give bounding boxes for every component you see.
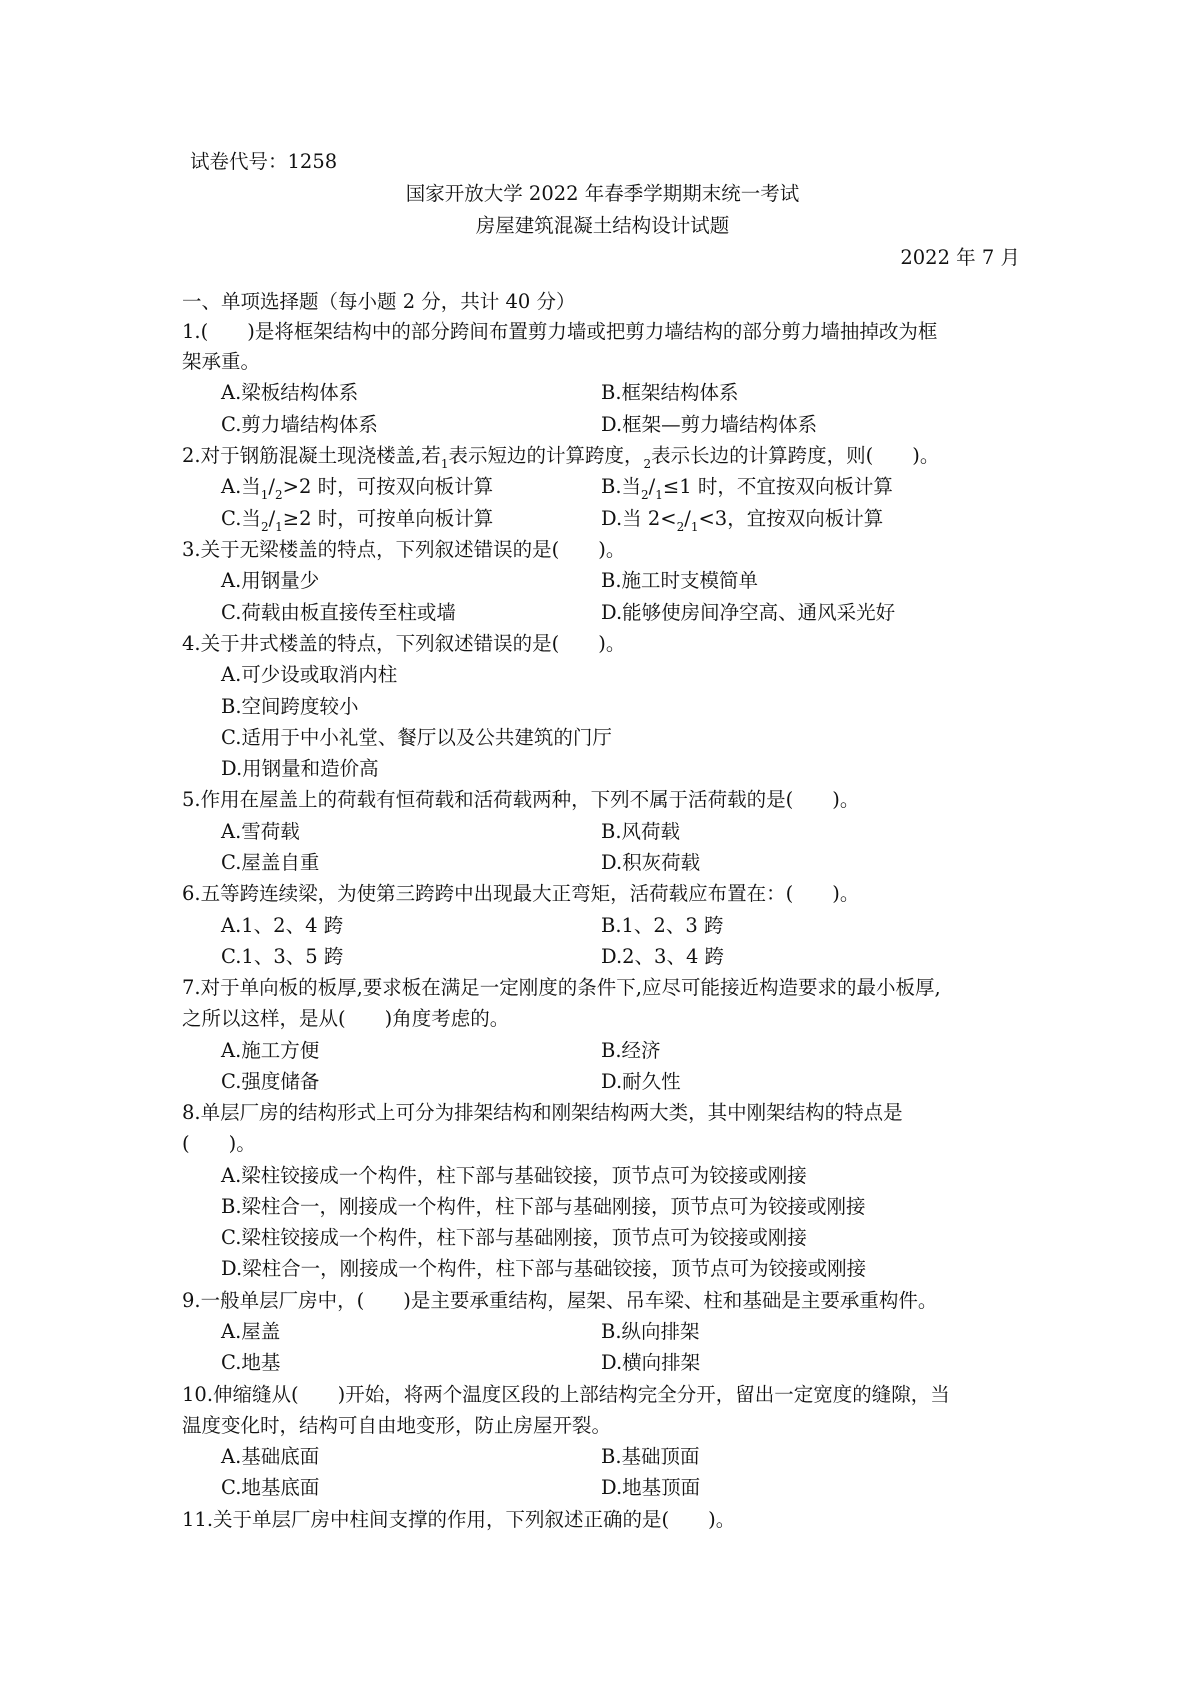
question-4-option-a: A.可少设或取消内柱 (221, 663, 398, 686)
question-5-option-d: D.积灰荷载 (601, 851, 701, 874)
question-9-option-c: C.地基 (221, 1351, 281, 1374)
question-6-option-a: A.1、2、4 跨 (221, 914, 344, 937)
question-3-option-b: B.施工时支模简单 (601, 569, 759, 592)
question-3-option-a: A.用钢量少 (221, 569, 320, 592)
question-7-line-1: 7.对于单向板的板厚,要求板在满足一定刚度的条件下,应尽可能接近构造要求的最小板厚, (182, 976, 941, 999)
question-4-option-b: B.空间跨度较小 (221, 695, 359, 718)
question-2-option-c: C.当$_2/_1\ge 2$ 时，可按单向板计算 (221, 507, 494, 534)
exam-date: 2022 年 7 月 (900, 246, 1020, 269)
paper-code: 试卷代号：1258 (190, 150, 338, 173)
question-2-option-a: A.当$_1/_2>2$ 时，可按双向板计算 (221, 475, 494, 502)
question-7-option-b: B.经济 (601, 1039, 661, 1062)
question-1-option-a: A.梁板结构体系 (221, 381, 359, 404)
question-4-option-c: C.适用于中小礼堂、餐厅以及公共建筑的门厅 (221, 726, 612, 749)
question-6-option-c: C.1、3、5 跨 (221, 945, 344, 968)
question-7-option-c: C.强度储备 (221, 1070, 320, 1093)
question-5-line-1: 5.作用在屋盖上的荷载有恒荷载和活荷载两种，下列不属于活荷载的是( )。 (182, 788, 860, 811)
question-1-option-b: B.框架结构体系 (601, 381, 739, 404)
question-10-option-c: C.地基底面 (221, 1476, 320, 1499)
question-10-line-2: 温度变化时，结构可自由地变形，防止房屋开裂。 (182, 1414, 612, 1437)
question-9-option-d: D.横向排架 (601, 1351, 701, 1374)
question-3-line-1: 3.关于无梁楼盖的特点，下列叙述错误的是( )。 (182, 538, 626, 561)
question-1-option-c: C.剪力墙结构体系 (221, 413, 378, 436)
question-8-option-a: A.梁柱铰接成一个构件，柱下部与基础铰接，顶节点可为铰接或刚接 (221, 1164, 807, 1187)
section-title: 一、单项选择题（每小题 2 分，共计 40 分） (182, 290, 576, 313)
question-5-option-c: C.屋盖自重 (221, 851, 320, 874)
question-8-line-2: ( )。 (182, 1132, 256, 1155)
question-8-option-b: B.梁柱合一，刚接成一个构件，柱下部与基础刚接，顶节点可为铰接或刚接 (221, 1195, 866, 1218)
question-2-line-1: 2.对于钢筋混凝土现浇楼盖,若$_1$表示短边的计算跨度，$_2$表示长边的计算跨度，则( )。 (182, 444, 940, 471)
question-9-option-a: A.屋盖 (221, 1320, 281, 1343)
question-7-option-d: D.耐久性 (601, 1070, 681, 1093)
question-8-option-d: D.梁柱合一，刚接成一个构件，柱下部与基础铰接，顶节点可为铰接或刚接 (221, 1257, 867, 1280)
question-9-line-1: 9.一般单层厂房中，( )是主要承重结构，屋架、吊车梁、柱和基础是主要承重构件。 (182, 1289, 938, 1312)
question-2-option-d: D.当 $2<_2/_1<3$，宜按双向板计算 (601, 507, 884, 534)
question-2-option-b: B.当$_2/_1\le 1$ 时，不宜按双向板计算 (601, 475, 893, 502)
exam-title: 国家开放大学 2022 年春季学期期末统一考试 (405, 182, 800, 205)
question-1-line-2: 架承重。 (182, 350, 261, 373)
question-4-line-1: 4.关于井式楼盖的特点，下列叙述错误的是( )。 (182, 632, 626, 655)
question-6-option-d: D.2、3、4 跨 (601, 945, 725, 968)
question-8-option-c: C.梁柱铰接成一个构件，柱下部与基础刚接，顶节点可为铰接或刚接 (221, 1226, 807, 1249)
question-11-line-1: 11.关于单层厂房中柱间支撑的作用，下列叙述正确的是( )。 (182, 1508, 736, 1531)
question-4-option-d: D.用钢量和造价高 (221, 757, 379, 780)
question-1-line-1: 1.( )是将框架结构中的部分跨间布置剪力墙或把剪力墙结构的部分剪力墙抽掉改为框 (182, 320, 938, 343)
question-9-option-b: B.纵向排架 (601, 1320, 700, 1343)
exam-subtitle: 房屋建筑混凝土结构设计试题 (475, 214, 730, 237)
question-10-line-1: 10.伸缩缝从( )开始，将两个温度区段的上部结构完全分开，留出一定宽度的缝隙，当 (182, 1383, 950, 1406)
question-7-option-a: A.施工方便 (221, 1039, 320, 1062)
question-5-option-b: B.风荷载 (601, 820, 681, 843)
question-6-line-1: 6.五等跨连续梁，为使第三跨跨中出现最大正弯矩，活荷载应布置在：( )。 (182, 882, 860, 905)
question-6-option-b: B.1、2、3 跨 (601, 914, 724, 937)
question-3-option-c: C.荷载由板直接传至柱或墙 (221, 601, 456, 624)
question-5-option-a: A.雪荷载 (221, 820, 300, 843)
question-1-option-d: D.框架—剪力墙结构体系 (601, 413, 818, 436)
question-10-option-d: D.地基顶面 (601, 1476, 701, 1499)
question-10-option-a: A.基础底面 (221, 1445, 320, 1468)
question-8-line-1: 8.单层厂房的结构形式上可分为排架结构和刚架结构两大类，其中刚架结构的特点是 (182, 1101, 903, 1124)
question-7-line-2: 之所以这样，是从( )角度考虑的。 (182, 1007, 510, 1030)
question-3-option-d: D.能够使房间净空高、通风采光好 (601, 601, 896, 624)
question-10-option-b: B.基础顶面 (601, 1445, 700, 1468)
